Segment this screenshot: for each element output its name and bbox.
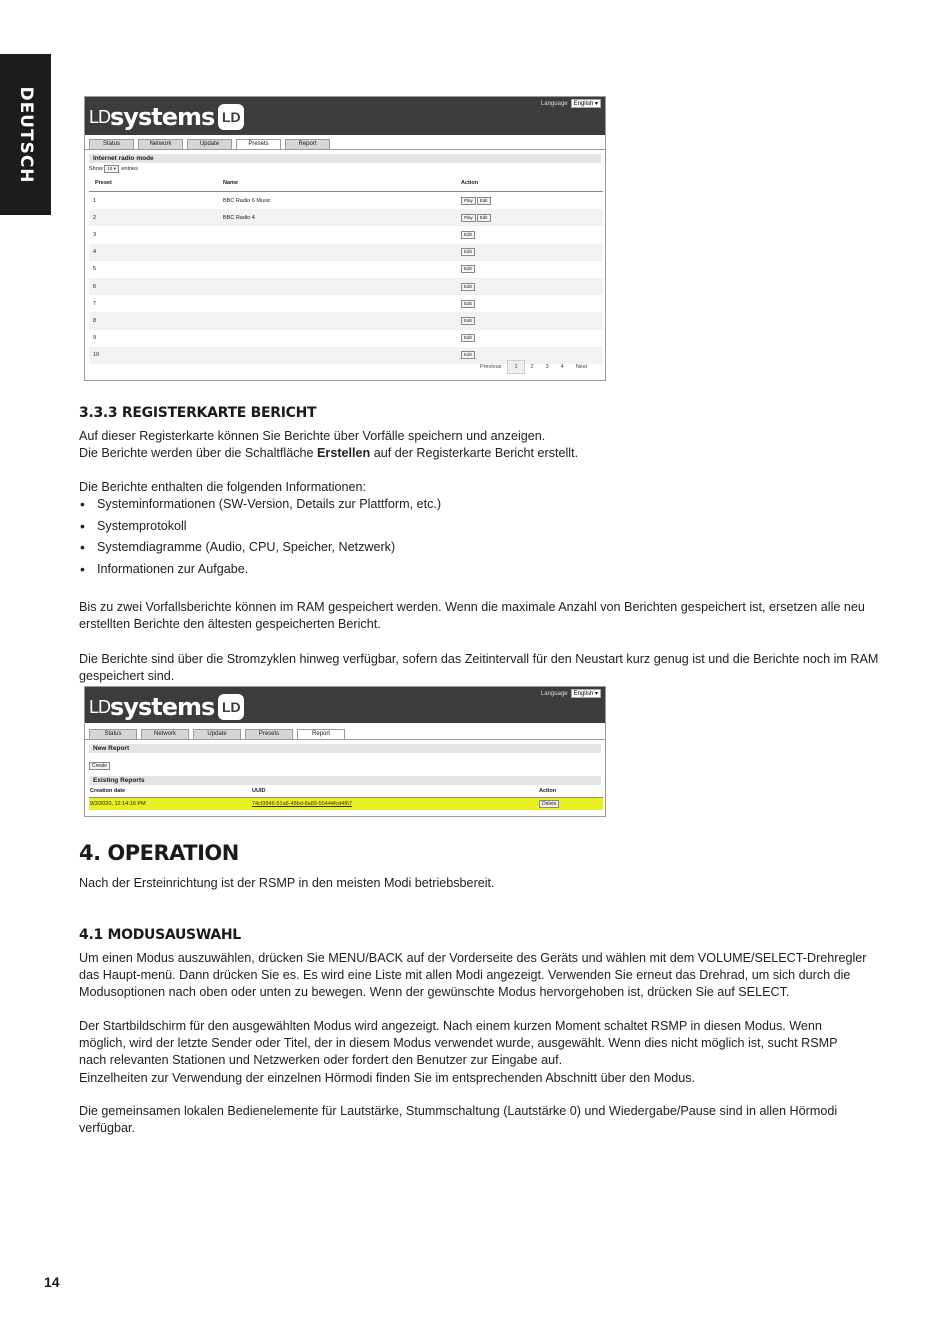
preset-name (222, 278, 460, 295)
edit-button[interactable]: Edit (461, 248, 475, 256)
edit-button[interactable]: Edit (461, 265, 475, 273)
col-preset: Preset (89, 175, 222, 192)
col-uuid: UUID (251, 785, 538, 798)
tab-status[interactable]: Status (89, 729, 137, 739)
edit-button[interactable]: Edit (461, 334, 475, 342)
reports-table (89, 785, 603, 810)
entries-select[interactable]: 10 ▾ (104, 165, 119, 173)
preset-name (222, 226, 460, 243)
section-heading-333: 3.3.3 REGISTERKARTE BERICHT (79, 405, 317, 421)
existing-reports-title: Existing Reports (89, 776, 601, 785)
preset-number: 8 (89, 312, 222, 329)
tab-network[interactable]: Network (141, 729, 189, 739)
preset-number: 7 (93, 300, 97, 307)
pager-page-2[interactable]: 2 (530, 364, 534, 370)
pager-page-3[interactable]: 3 (545, 364, 549, 370)
play-button[interactable]: Play (461, 214, 476, 222)
table-row (89, 244, 603, 261)
paragraph: Einzelheiten zur Verwendung der einzelnen Hörmodi finden Sie im entsprechenden Abschnitt über den Modus. (79, 1071, 696, 1085)
pagination (474, 360, 593, 374)
paragraph: Nach der Ersteinrichtung ist der RSMP in den meisten Modi betriebsbereit. (79, 876, 495, 890)
edit-button[interactable]: Edit (461, 317, 475, 325)
new-report-title: New Report (89, 744, 601, 753)
edit-button[interactable]: Edit (461, 283, 475, 291)
presets-screenshot (84, 96, 606, 381)
table-row (89, 261, 603, 278)
table-row (89, 330, 603, 347)
preset-number: 2 (89, 209, 222, 226)
paragraph: Die gemeinsamen lokalen Bedienelemente für Lautstärke, Stummschaltung (Lautstärke 0) und Wiedergabe/Pause sind in allen Hörmodi verfügbar. (79, 1104, 838, 1135)
tab-report[interactable]: Report (285, 139, 330, 149)
language-side-tab (0, 54, 51, 215)
paragraph: Bis zu zwei Vorfallsberichte können im RAM gespeichert werden. Wenn die maximale Anzahl von Berichten gespeichert ist, ersetzen alle neu erstellten Berichte den ältesten gespeicherten Bericht. (79, 600, 865, 631)
ld-systems-logo: LD systems LD (89, 103, 244, 131)
section-heading-41: 4.1 MODUSAUSWAHL (79, 927, 241, 943)
edit-button[interactable]: Edit (477, 197, 491, 205)
pager-page-4[interactable]: 4 (560, 364, 564, 370)
preset-number: 1 (93, 197, 97, 204)
tab-status[interactable]: Status (89, 139, 134, 149)
language-selector: Language English ▾ (541, 99, 601, 108)
app-header (85, 687, 605, 723)
table-row (89, 192, 603, 210)
edit-button[interactable]: Edit (477, 214, 491, 222)
preset-name (222, 244, 460, 261)
app-header (85, 97, 605, 135)
report-uuid-link[interactable]: 74cf3846-51a8-48bd-8a89-55444fcd4f67 (252, 801, 352, 807)
preset-number: 10 (89, 347, 222, 364)
table-row (89, 798, 603, 811)
tab-update[interactable]: Update (193, 729, 241, 739)
report-screenshot (84, 686, 606, 817)
table-row (89, 226, 603, 243)
table-row (89, 278, 603, 295)
ld-badge-icon: LD (218, 104, 244, 130)
report-date: 9/3/2020, 12:14:16 PM (89, 798, 251, 811)
preset-name (222, 261, 460, 278)
edit-button[interactable]: Edit (461, 231, 475, 239)
pager-next[interactable]: Next (575, 364, 587, 370)
presets-table (89, 175, 603, 364)
show-entries: Show 10 ▾ entries (89, 166, 138, 172)
preset-name (222, 347, 460, 364)
page-number: 14 (44, 1274, 60, 1290)
table-row (89, 295, 603, 312)
tab-presets[interactable]: Presets (245, 729, 293, 739)
bold-erstellen: Erstellen (317, 446, 371, 460)
col-action: Action (460, 175, 603, 192)
language-dropdown[interactable]: English ▾ (571, 689, 601, 698)
language-selector: Language English ▾ (541, 689, 601, 698)
preset-name: BBC Radio 6 Music (223, 197, 271, 204)
list-item: • Informationen zur Aufgabe. (79, 562, 441, 584)
preset-number: 9 (93, 335, 97, 342)
preset-number: 6 (89, 278, 222, 295)
pager-previous[interactable]: Previous (480, 364, 502, 370)
tab-bar (85, 723, 605, 740)
tab-bar (85, 135, 605, 150)
tab-presets[interactable]: Presets (236, 139, 281, 149)
paragraph: Der Startbildschirm für den ausgewählten Modus wird angezeigt. Nach einem kurzen Moment schaltet RSMP in diesen Modus. Wenn möglich, wird der letzte Sender oder Titel, der in diesem Modus verwendet wurde, ausgewählt. Wenn dies nicht möglich ist, sucht RSMP nach relevanten Stationen und Netzwerken oder fordert den Benutzer zur Eingabe auf. (79, 1019, 838, 1067)
edit-button[interactable]: Edit (461, 351, 475, 359)
play-button[interactable]: Play (461, 197, 476, 205)
section-title: Internet radio mode (89, 154, 601, 163)
table-row (89, 312, 603, 329)
paragraph: Die Berichte sind über die Stromzyklen hinweg verfügbar, sofern das Zeitintervall für den Neustart kurz genug ist und die Berichte noch im RAM gespeichert sind. (79, 652, 879, 683)
info-list (79, 497, 441, 583)
paragraph: Um einen Modus auszuwählen, drücken Sie MENU/BACK auf der Vorderseite des Geräts und wählen mit dem VOLUME/SELECT-Drehregler das Haupt-menü. Dann drücken Sie es. Es wird eine Liste mit allen Modi angezeigt. Verwenden Sie erneut das Drehrad, um sich durch die Modusoptionen nach oben oder unten zu bewegen. Wenn der gewünschte Modus hervorgehoben ist, drücken Sie auf SELECT. (79, 951, 867, 999)
create-button[interactable]: Create (89, 762, 110, 770)
edit-button[interactable]: Edit (461, 300, 475, 308)
col-action: Action (538, 785, 603, 798)
list-item: • Systemdiagramme (Audio, CPU, Speicher, Netzwerk) (79, 540, 441, 562)
preset-name (222, 295, 460, 312)
preset-number: 4 (89, 244, 222, 261)
col-name: Name (222, 175, 460, 192)
language-dropdown[interactable]: English ▾ (571, 99, 601, 108)
pager-page-1[interactable]: 1 (507, 360, 524, 374)
col-creation-date: Creation date (89, 785, 251, 798)
list-item: • Systeminformationen (SW-Version, Details zur Plattform, etc.) (79, 497, 441, 519)
preset-number: 5 (93, 266, 97, 273)
ld-badge-icon: LD (218, 694, 244, 720)
table-row (89, 209, 603, 226)
paragraph: Auf dieser Registerkarte können Sie Berichte über Vorfälle speichern und anzeigen. Die Berichte werden über die Schaltfläche Erstellen auf der Registerkarte Bericht erstellt. (79, 429, 579, 460)
preset-name (222, 312, 460, 329)
delete-button[interactable]: Delete (539, 800, 559, 808)
tab-network[interactable]: Network (138, 139, 183, 149)
side-tab-label: DEUTSCH (15, 85, 36, 184)
preset-number: 3 (93, 231, 97, 238)
preset-name (222, 330, 460, 347)
bullets-intro: Die Berichte enthalten die folgenden Informationen: (79, 480, 367, 494)
tab-update[interactable]: Update (187, 139, 232, 149)
section-heading-4: 4. OPERATION (79, 841, 239, 865)
list-item: • Systemprotokoll (79, 519, 441, 541)
preset-name: BBC Radio 4 (222, 209, 460, 226)
ld-systems-logo: LD systems LD (89, 693, 244, 721)
tab-report[interactable]: Report (297, 729, 345, 739)
